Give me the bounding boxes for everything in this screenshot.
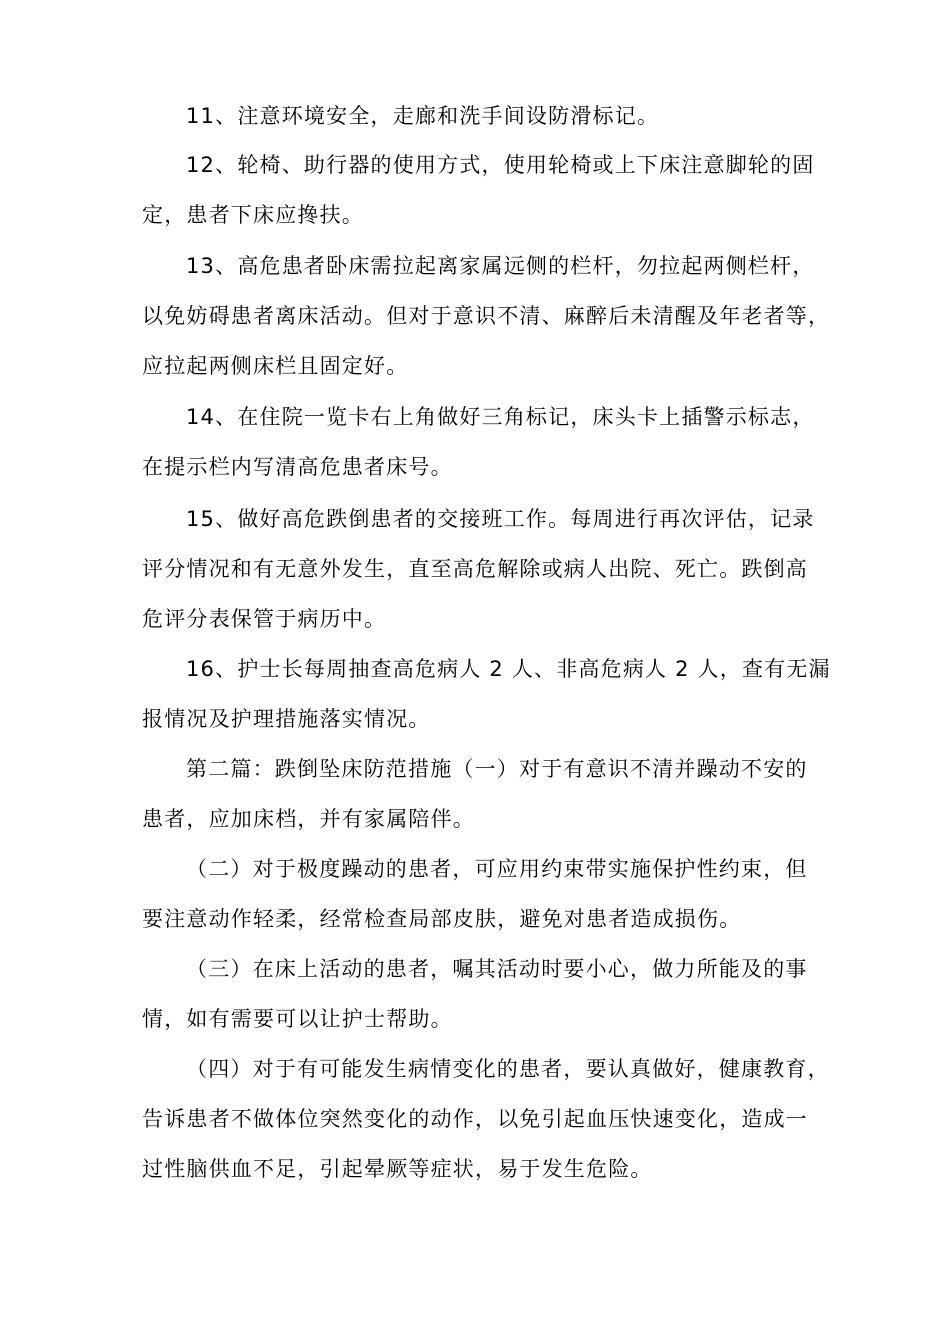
paragraph-line: 应拉起两侧床栏且固定好。 bbox=[142, 354, 409, 378]
paragraph-line: 第二篇：跌倒坠床防范措施（一）对于有意识不清并躁动不安的 bbox=[186, 757, 808, 781]
paragraph-line: 报情况及护理措施落实情况。 bbox=[142, 707, 431, 731]
paragraph-line: 情，如有需要可以让护士帮助。 bbox=[142, 1007, 453, 1031]
paragraph-item-14 bbox=[142, 392, 842, 492]
paragraph-line: 危评分表保管于病历中。 bbox=[142, 607, 387, 631]
paragraph-line: 要注意动作轻柔，经常检查局部皮肤，避免对患者造成损伤。 bbox=[142, 907, 742, 931]
paragraph-item-15 bbox=[142, 494, 842, 644]
paragraph-line: （三）在床上活动的患者，嘱其活动时要小心，做力所能及的事 bbox=[186, 957, 808, 981]
paragraph-line: 13、高危患者卧床需拉起离家属远侧的栏杆，勿拉起两侧栏杆， bbox=[186, 254, 815, 278]
paragraph-line: 12、轮椅、助行器的使用方式，使用轮椅或上下床注意脚轮的固 bbox=[186, 153, 815, 177]
paragraph-line: （二）对于极度躁动的患者，可应用约束带实施保护性约束，但 bbox=[186, 857, 808, 881]
paragraph-line: 过性脑供血不足，引起晕厥等症状，易于发生危险。 bbox=[142, 1157, 653, 1181]
paragraph-item-16 bbox=[142, 644, 842, 744]
paragraph-line: 告诉患者不做体位突然变化的动作，以免引起血压快速变化，造成一 bbox=[142, 1107, 808, 1131]
paragraph-line: 11、注意环境安全，走廊和洗手间设防滑标记。 bbox=[186, 104, 660, 128]
paragraph-item-13 bbox=[142, 241, 842, 391]
paragraph-section-two-intro bbox=[142, 744, 842, 844]
paragraph-line: 评分情况和有无意外发生，直至高危解除或病人出院、死亡。跌倒高 bbox=[142, 557, 808, 581]
paragraph-line: 16、护士长每周抽查高危病人 2 人、非高危病人 2 人，查有无漏 bbox=[186, 657, 831, 681]
paragraph-measure-3 bbox=[142, 944, 842, 1044]
paragraph-measure-4 bbox=[142, 1044, 842, 1194]
paragraph-line: 定，患者下床应搀扶。 bbox=[142, 203, 364, 227]
paragraph-line: 在提示栏内写清高危患者床号。 bbox=[142, 455, 453, 479]
paragraph-item-12 bbox=[142, 140, 842, 240]
paragraph-line: （四）对于有可能发生病情变化的患者，要认真做好，健康教育， bbox=[186, 1057, 830, 1081]
paragraph-item-11 bbox=[142, 91, 842, 141]
paragraph-line: 患者，应加床档，并有家属陪伴。 bbox=[142, 807, 475, 831]
paragraph-line: 15、做好高危跌倒患者的交接班工作。每周进行再次评估，记录 bbox=[186, 507, 815, 531]
paragraph-line: 14、在住院一览卡右上角做好三角标记，床头卡上插警示标志， bbox=[186, 405, 815, 429]
paragraph-measure-2 bbox=[142, 844, 842, 944]
paragraph-line: 以免妨碍患者离床活动。但对于意识不清、麻醉后未清醒及年老者等， bbox=[142, 304, 831, 328]
